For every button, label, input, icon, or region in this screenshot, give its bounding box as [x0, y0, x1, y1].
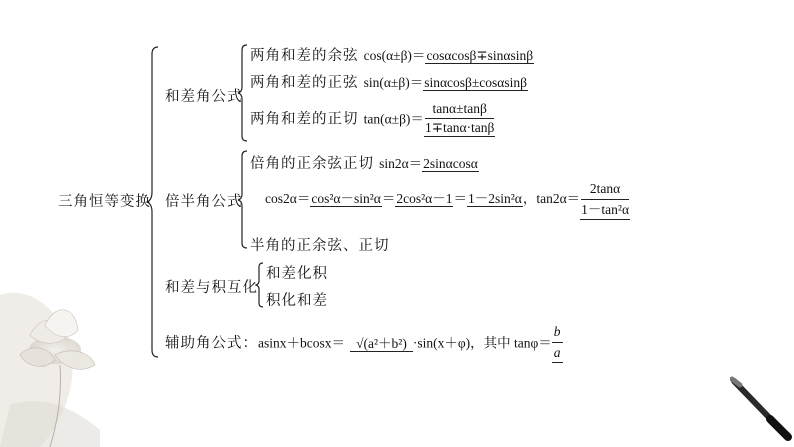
double-tan-denominator: 1－tan²α	[581, 202, 630, 217]
double-sin-rhs: 2sinαcosα	[423, 156, 478, 171]
double-cos-eq2: ＝	[453, 191, 467, 207]
double-cos-lhs: cos2α＝	[265, 191, 311, 207]
sin-sum-rhs: sinαcosβ±cosαsinβ	[424, 75, 527, 90]
sin-sum-name: 两角和差的正弦	[250, 75, 359, 91]
product-item-2: 积化和差	[266, 293, 328, 309]
aux-row	[165, 323, 563, 363]
tan-sum-numerator: tanα±tanβ	[425, 101, 494, 119]
double-sin-lhs: sin2α＝	[379, 156, 423, 171]
tan-sum-name: 两角和差的正切	[250, 111, 359, 128]
sin-sum-row	[250, 71, 528, 92]
aux-label: 辅助角公式：	[165, 335, 258, 352]
cos-sum-name: 两角和差的余弦	[250, 48, 359, 64]
tan-sum-fraction	[424, 101, 495, 137]
aux-expr: asinx＋bcosx＝	[258, 335, 345, 351]
sum-diff-label: 和差角公式	[165, 89, 243, 105]
half-angle-row: 半角的正余弦、正切	[250, 238, 390, 254]
lotus-decoration	[0, 255, 150, 447]
cos-sum-row	[250, 44, 534, 65]
double-tan-fraction	[580, 180, 630, 220]
double-tan-lhs: ，tan2α＝	[522, 191, 581, 207]
double-sin-name: 倍角的正余弦正切	[250, 156, 374, 172]
double-cos-b: 2cos²α－1	[396, 191, 453, 207]
double-sin-row	[250, 152, 479, 173]
double-cos-row	[265, 180, 630, 220]
product-item-1: 和差化积	[266, 266, 328, 282]
aux-sqrt: √(a²＋b²)	[350, 336, 413, 352]
double-cos-a: cos²α－sin²α	[311, 191, 381, 207]
tan-sum-lhs: tan(α±β)＝	[363, 111, 424, 127]
aux-denominator: a	[552, 343, 563, 363]
tan-sum-denominator: 1∓tanα·tanβ	[424, 120, 495, 135]
double-label: 倍半角公式	[165, 194, 243, 210]
tan-sum-row	[250, 101, 495, 137]
double-cos-eq1: ＝	[381, 191, 396, 207]
double-tan-numerator: 2tanα	[581, 180, 629, 200]
aux-numerator: b	[552, 323, 563, 343]
brush-decoration	[730, 375, 794, 447]
sin-sum-lhs: sin(α±β)＝	[363, 75, 424, 90]
root-label: 三角恒等变换	[58, 194, 151, 210]
cos-sum-rhs: cosαcosβ∓sinαsinβ	[426, 48, 534, 63]
aux-mid: ·sin(x＋φ)，其中 tanφ＝	[412, 335, 552, 351]
aux-fraction	[552, 323, 563, 363]
cos-sum-lhs: cos(α±β)＝	[363, 48, 426, 63]
double-cos-c: 1－2sin²α	[467, 191, 522, 207]
product-label: 和差与积互化	[165, 280, 258, 296]
